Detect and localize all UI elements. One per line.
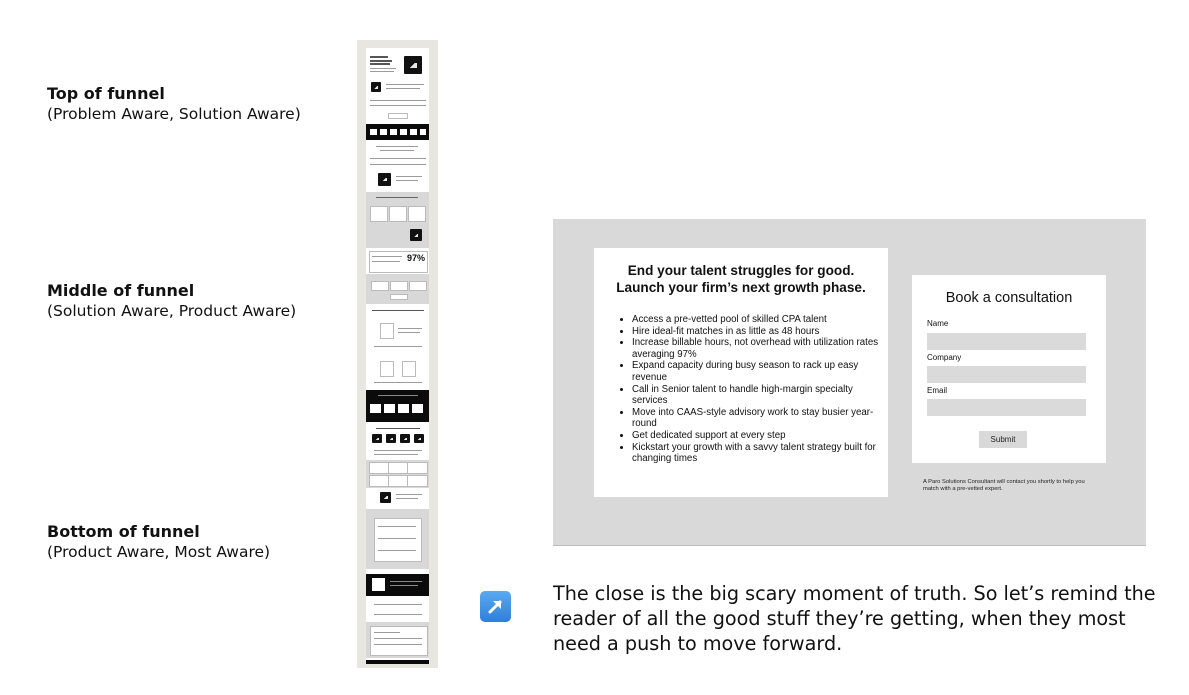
thumbnail-image-icon — [371, 82, 381, 92]
form-fine-print: A Paro Solutions Consultant will contact you shortly to help you match with a pre-vetted expert. — [923, 479, 1085, 492]
landing-page-thumbnail — [357, 40, 438, 668]
funnel-title: Top of funnel — [47, 84, 165, 103]
thumbnail-image-icon — [414, 434, 424, 443]
funnel-title: Middle of funnel — [47, 281, 195, 300]
submit-button[interactable]: Submit — [979, 431, 1027, 448]
hero-headline — [594, 262, 888, 296]
list-item: • Kickstart your growth with a savvy talent strategy built for changing times — [632, 442, 887, 465]
thumbnail-image-icon — [380, 492, 391, 503]
funnel-subtitle: (Problem Aware, Solution Aware) — [47, 105, 301, 123]
form-title: Book a consultation — [945, 290, 1073, 306]
thumbnail-stat: 97% — [407, 253, 426, 263]
list-item: • Get dedicated support at every step — [632, 430, 887, 442]
name-label: Name — [927, 319, 949, 328]
caption-text: The close is the big scary moment of truth. So let’s remind the reader of all the good stuff they’re getting, when they most need a push to move forward. — [553, 582, 1156, 655]
headline-line-2: Launch your firm’s next growth phase. — [616, 280, 866, 295]
list-item: • Increase billable hours, not overhead with utilization rates averaging 97% — [632, 337, 887, 360]
thumbnail-image-icon — [410, 229, 422, 241]
benefit-list — [620, 314, 887, 465]
company-field[interactable] — [927, 366, 1086, 383]
list-item: • Expand capacity during busy season to rack up easy revenue — [632, 360, 887, 383]
bottom-of-funnel-label — [47, 521, 270, 563]
email-field[interactable] — [927, 399, 1086, 416]
consultation-form — [912, 275, 1106, 463]
company-label: Company — [927, 353, 962, 362]
thumbnail-image-icon — [404, 56, 422, 74]
thumbnail-image-icon — [400, 434, 410, 443]
headline-line-1: End your talent struggles for good. — [627, 263, 855, 278]
name-field[interactable] — [927, 333, 1086, 350]
funnel-subtitle: (Product Aware, Most Aware) — [47, 543, 271, 561]
email-label: Email — [927, 386, 948, 395]
thumbnail-page — [366, 48, 429, 664]
funnel-title: Bottom of funnel — [47, 522, 200, 541]
funnel-subtitle: (Solution Aware, Product Aware) — [47, 302, 297, 320]
top-of-funnel-label — [47, 83, 301, 125]
thumbnail-image-icon — [378, 173, 391, 186]
hero-form-section — [553, 219, 1146, 546]
thumbnail-image-icon — [372, 434, 382, 443]
thumbnail-image-icon — [386, 434, 396, 443]
list-item: • Hire ideal-fit matches in as little as 48 hours — [632, 326, 887, 338]
list-item: • Move into CAAS-style advisory work to stay busier year-round — [632, 407, 887, 430]
middle-of-funnel-label — [47, 280, 296, 322]
arrow-up-right-icon — [480, 591, 511, 622]
list-item: • Call in Senior talent to handle high-margin specialty services — [632, 384, 887, 407]
value-prop-card — [594, 248, 888, 497]
list-item: • Access a pre-vetted pool of skilled CPA talent — [632, 314, 887, 326]
